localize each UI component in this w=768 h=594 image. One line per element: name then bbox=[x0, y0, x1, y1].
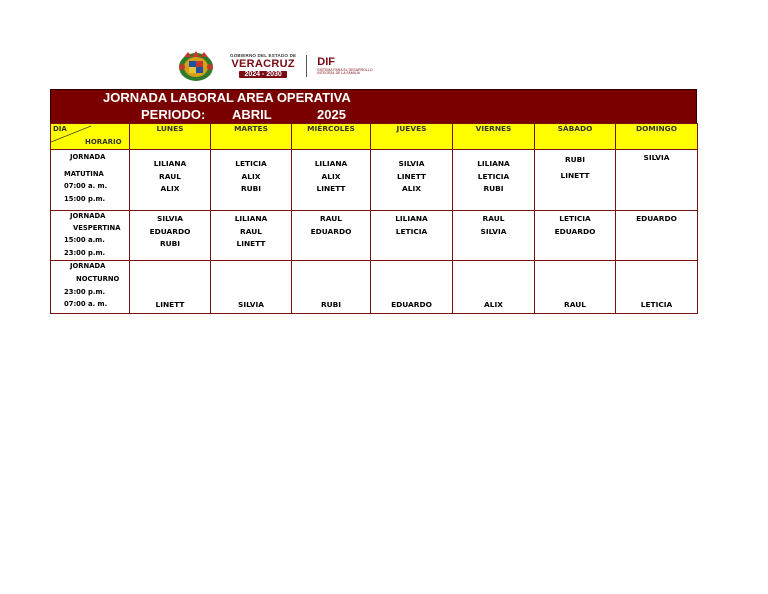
schedule-banner bbox=[50, 89, 697, 123]
staff-name: EDUARDO bbox=[554, 226, 596, 236]
gov-state-name: VERACRUZ bbox=[231, 58, 295, 71]
corner-dia-label: DÍA bbox=[53, 125, 67, 133]
shift-label-cell bbox=[51, 150, 130, 211]
staff-name: RUBI bbox=[159, 239, 181, 248]
shift-line1: JORNADA bbox=[70, 212, 106, 220]
schedule-cell bbox=[130, 261, 211, 314]
schedule-cell bbox=[371, 150, 453, 211]
staff-name: RUBI bbox=[320, 300, 342, 309]
staff-name: LETICIA bbox=[477, 171, 510, 181]
staff-name: LILIANA bbox=[314, 159, 348, 168]
shift-end: 07:00 a. m. bbox=[64, 300, 108, 308]
staff-name: EDUARDO bbox=[310, 226, 352, 236]
banner-title: JORNADA LABORAL AREA OPERATIVA bbox=[103, 90, 351, 105]
shift-start: 15:00 a.m. bbox=[64, 236, 105, 244]
staff-name: SILVIA bbox=[398, 159, 425, 168]
staff-name: RAUL bbox=[564, 300, 586, 309]
staff-name: ALIX bbox=[321, 171, 341, 181]
staff-name: LETICIA bbox=[640, 300, 673, 309]
staff-name: EDUARDO bbox=[636, 214, 677, 223]
day-header: JUEVES bbox=[371, 124, 453, 150]
schedule-cell bbox=[535, 211, 616, 261]
staff-name: SILVIA bbox=[643, 153, 670, 162]
staff-name: ALIX bbox=[160, 184, 180, 193]
shift-line2: VESPERTINA bbox=[73, 224, 121, 232]
staff-name: LETICIA bbox=[559, 214, 591, 223]
day-header: MIÉRCOLES bbox=[292, 124, 371, 150]
staff-name: LINETT bbox=[155, 300, 185, 309]
shift-start: 07:00 a. m. bbox=[64, 182, 108, 190]
staff-name: ALIX bbox=[484, 300, 503, 309]
shift-line2: NOCTURNO bbox=[76, 275, 120, 283]
schedule-cell bbox=[453, 150, 535, 211]
dif-logo bbox=[317, 57, 373, 76]
government-logo bbox=[230, 54, 296, 79]
staff-name: RAUL bbox=[240, 226, 262, 236]
day-header: SÁBADO bbox=[535, 124, 616, 150]
staff-name: LINETT bbox=[316, 184, 346, 193]
shift-line2: MATUTINA bbox=[64, 170, 104, 178]
staff-name: ALIX bbox=[402, 184, 421, 193]
staff-name: LETICIA bbox=[395, 226, 428, 236]
schedule-cell bbox=[292, 261, 371, 314]
gov-small-text: GOBIERNO DEL ESTADO DE bbox=[230, 52, 297, 58]
corner-cell bbox=[51, 124, 130, 150]
shift-end: 23:00 p.m. bbox=[64, 249, 106, 257]
schedule-cell bbox=[211, 261, 292, 314]
staff-name: EDUARDO bbox=[149, 226, 191, 236]
schedule-cell bbox=[130, 211, 211, 261]
day-header: DOMINGO bbox=[616, 124, 698, 150]
corner-horario-label: HORARIO bbox=[85, 138, 122, 146]
staff-name: EDUARDO bbox=[391, 300, 432, 309]
shift-start: 23:00 p.m. bbox=[64, 288, 106, 296]
schedule-cell bbox=[616, 150, 698, 211]
schedule-cell bbox=[130, 150, 211, 211]
header-row bbox=[51, 124, 698, 150]
shift-row-nocturno bbox=[51, 261, 698, 314]
schedule-cell bbox=[292, 150, 371, 211]
staff-name: SILVIA bbox=[157, 214, 183, 223]
staff-name: RUBI bbox=[240, 184, 262, 193]
shift-line1: JORNADA bbox=[70, 153, 106, 161]
logo-separator bbox=[306, 55, 307, 77]
header-logos bbox=[176, 48, 400, 84]
staff-name: LILIANA bbox=[395, 214, 428, 223]
staff-name: SILVIA bbox=[480, 226, 507, 236]
banner-month: ABRIL bbox=[232, 107, 272, 122]
gov-years: 2024 - 2030 bbox=[239, 71, 286, 78]
schedule-cell bbox=[211, 211, 292, 261]
schedule-cell bbox=[292, 211, 371, 261]
shift-end: 15:00 p.m. bbox=[64, 195, 106, 203]
shift-label-cell bbox=[51, 211, 130, 261]
shift-label-cell bbox=[51, 261, 130, 314]
staff-name: RUBI bbox=[483, 184, 504, 193]
schedule-cell bbox=[616, 211, 698, 261]
shift-line1: JORNADA bbox=[70, 262, 106, 270]
schedule-cell bbox=[371, 261, 453, 314]
day-header: MARTES bbox=[211, 124, 292, 150]
schedule-cell bbox=[453, 261, 535, 314]
schedule-table bbox=[50, 123, 698, 314]
dif-name: DIF bbox=[317, 55, 335, 68]
staff-name: LINETT bbox=[560, 171, 590, 180]
coat-of-arms-icon bbox=[176, 49, 216, 83]
staff-name: RAUL bbox=[159, 171, 181, 181]
schedule-cell bbox=[616, 261, 698, 314]
banner-year: 2025 bbox=[317, 107, 346, 122]
staff-name: LILIANA bbox=[153, 159, 187, 168]
day-header: LUNES bbox=[130, 124, 211, 150]
shift-row-vespertina bbox=[51, 211, 698, 261]
shift-row-matutina bbox=[51, 150, 698, 211]
schedule-cell bbox=[453, 211, 535, 261]
staff-name: RAUL bbox=[320, 214, 342, 223]
staff-name: ALIX bbox=[241, 171, 261, 181]
banner-periodo-label: PERIODO: bbox=[141, 107, 206, 122]
schedule-cell bbox=[371, 211, 453, 261]
staff-name: LINETT bbox=[236, 239, 266, 248]
staff-name: LINETT bbox=[397, 171, 426, 181]
staff-name: RUBI bbox=[564, 155, 586, 164]
staff-name: RAUL bbox=[482, 214, 505, 223]
schedule-cell bbox=[535, 150, 616, 211]
staff-name: LILIANA bbox=[234, 214, 268, 223]
day-header: VIERNES bbox=[453, 124, 535, 150]
schedule-cell bbox=[211, 150, 292, 211]
dif-subtitle: SISTEMA PARA EL DESARROLLO INTEGRAL DE LA FAMILIA bbox=[317, 67, 373, 75]
staff-name: SILVIA bbox=[238, 300, 264, 309]
schedule-cell bbox=[535, 261, 616, 314]
staff-name: LETICIA bbox=[235, 159, 267, 168]
staff-name: LILIANA bbox=[477, 159, 510, 168]
